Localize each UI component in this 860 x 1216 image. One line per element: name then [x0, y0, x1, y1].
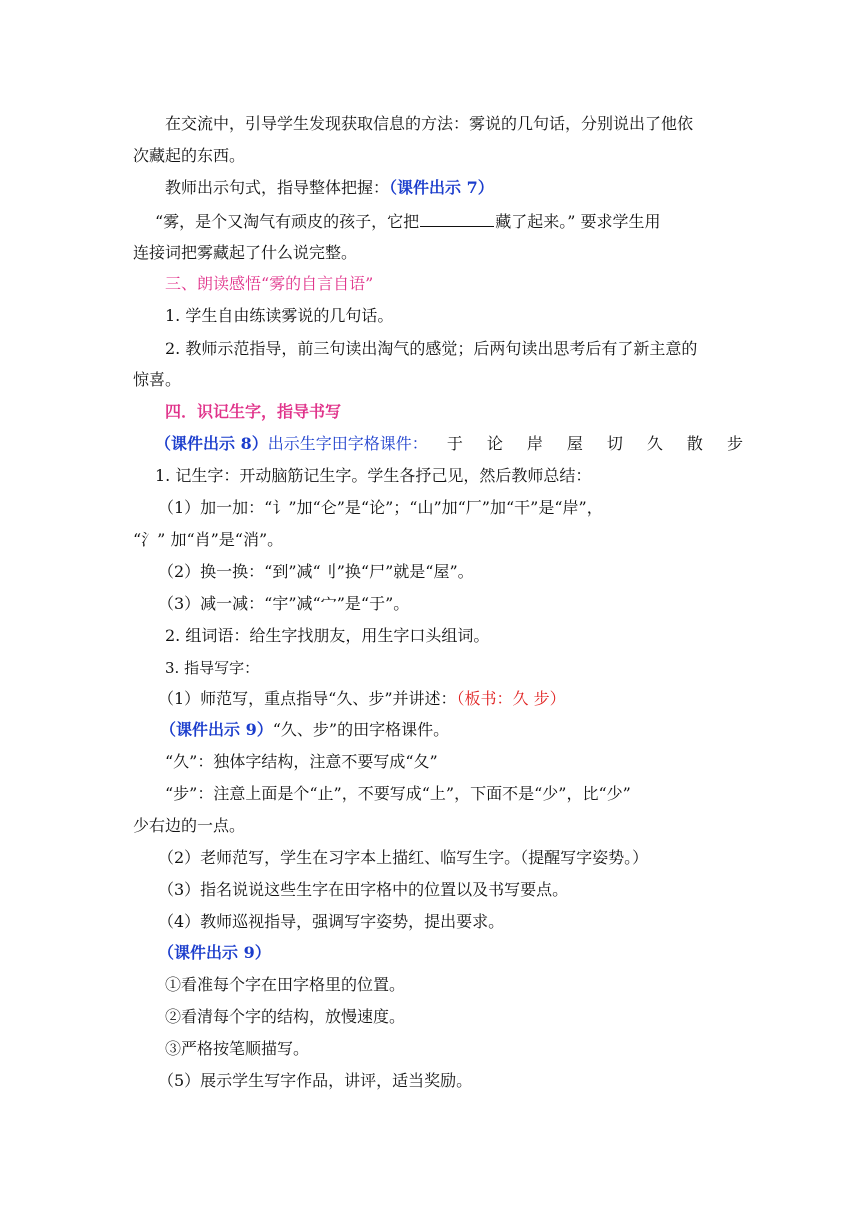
paragraph-line: “步”：注意上面是个“止”，不要写成“上”，下面不是“少”，比“少”: [165, 784, 631, 803]
fill-blank: [420, 211, 494, 227]
paragraph-line: [160, 720, 449, 740]
paragraph-line: ③严格按笔顺描写。: [165, 1039, 310, 1058]
paragraph-line: （2）老师范写，学生在习字本上描红、临写生字。（提醒写字姿势。）: [158, 848, 649, 867]
courseware-note: （课件出示 7）: [389, 178, 494, 197]
character: 论: [486, 434, 503, 453]
character: 久: [646, 434, 663, 453]
character: 散: [686, 434, 703, 453]
paragraph-line: （1）加一加：“讠”加“仑”是“论”；“山”加“厂”加“干”是“岸”，: [158, 498, 603, 517]
paragraph-line: （5）展示学生写字作品，讲评，适当奖励。: [158, 1071, 473, 1090]
paragraph-line: ①看准每个字在田字格里的位置。: [165, 975, 406, 994]
blackboard-note: （板书：久 步）: [456, 689, 566, 708]
paragraph-line: （2）换一换：“到”减“刂”换“尸”就是“屋”。: [158, 562, 474, 581]
new-characters: [447, 434, 767, 453]
paragraph-line: ②看清每个字的结构，放慢速度。: [165, 1007, 406, 1026]
courseware-text: 出示生字田字格课件：: [267, 434, 428, 453]
paragraph-line: “久”：独体字结构，注意不要写成“夂”: [165, 752, 438, 771]
paragraph-line: [165, 178, 494, 198]
paragraph-line: 2. 组词语：给生字找朋友，用生字口头组词。: [165, 626, 490, 645]
paragraph-line: 惊喜。: [133, 370, 182, 389]
section-heading: 四．识记生字，指导书写: [165, 402, 342, 421]
paragraph-line: （3）指名说说这些生字在田字格中的位置以及书写要点。: [158, 880, 569, 899]
character: 岸: [526, 434, 543, 453]
paragraph-line: 在交流中，引导学生发现获取信息的方法：雾说的几句话，分别说出了他依: [165, 114, 694, 133]
courseware-note: （课件出示 8）: [155, 434, 268, 453]
courseware-note: （课件出示 9）: [160, 720, 273, 739]
paragraph-line: （4）教师巡视指导，强调写字姿势，提出要求。: [158, 912, 505, 931]
line-text: 藏了起来。” 要求学生用: [495, 212, 661, 231]
paragraph-line: [155, 211, 660, 232]
paragraph-line: 2. 教师示范指导，前三句读出淘气的感觉；后两句读出思考后有了新主意的: [165, 339, 698, 358]
section-heading: 三、朗读感悟“雾的自言自语”: [165, 274, 374, 293]
line-text: （1）师范写，重点指导“久、步”并讲述：: [158, 689, 457, 708]
paragraph-line: [158, 689, 566, 709]
character: 屋: [566, 434, 583, 453]
character: 步: [726, 434, 743, 453]
paragraph-line: 3. 指导写字：: [165, 659, 260, 677]
paragraph-line: 次藏起的东西。: [133, 146, 246, 165]
paragraph-line: 少右边的一点。: [133, 816, 246, 835]
paragraph-line: 1. 记生字：开动脑筋记生字。学生各抒己见，然后教师总结：: [155, 466, 592, 485]
line-text: “久、步”的田字格课件。: [272, 720, 450, 739]
courseware-note: （课件出示 9）: [158, 943, 271, 962]
paragraph-line: [155, 434, 767, 454]
character: 切: [606, 434, 623, 453]
paragraph-line: “氵” 加“肖”是“消”。: [133, 530, 284, 549]
paragraph-line: 连接词把雾藏起了什么说完整。: [133, 243, 358, 262]
paragraph-line: 1. 学生自由练读雾说的几句话。: [165, 306, 394, 325]
line-text: 教师出示句式，指导整体把握：: [165, 178, 390, 197]
character: 于: [446, 434, 463, 453]
line-text: “雾，是个又淘气有顽皮的孩子，它把: [155, 212, 420, 231]
paragraph-line: （3）减一减：“宇”减“宀”是“于”。: [158, 594, 410, 613]
